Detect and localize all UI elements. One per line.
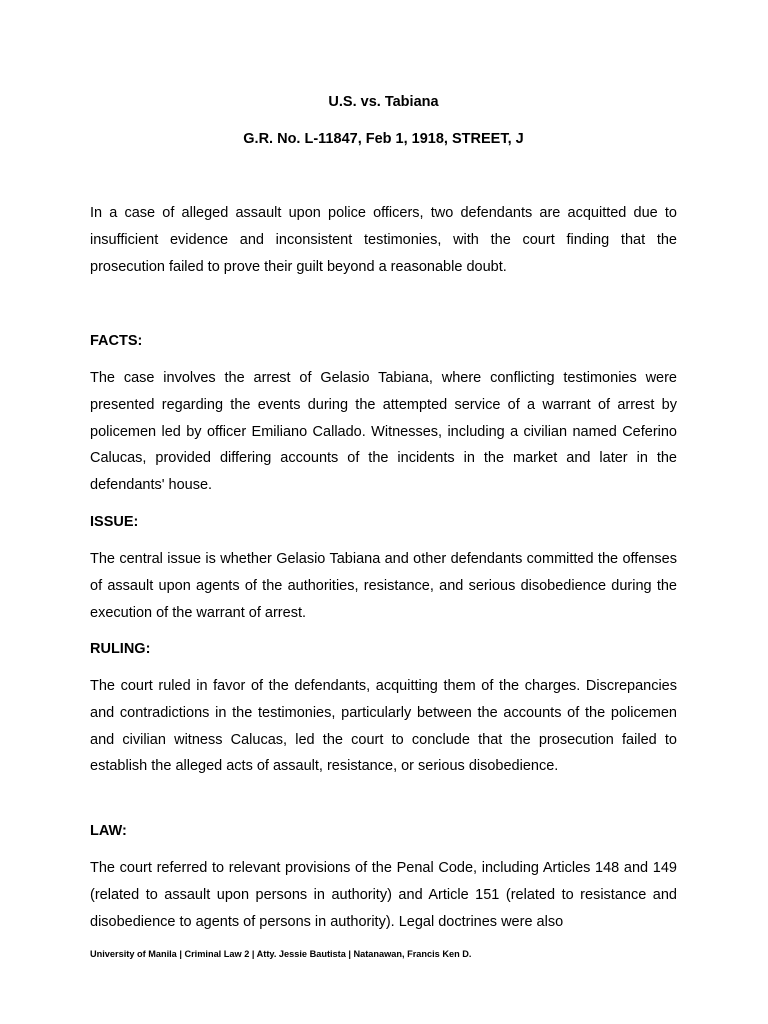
case-title: U.S. vs. Tabiana xyxy=(328,94,439,110)
law-body: The court referred to relevant provisions of the Penal Code, including Articles 148 and 149 (related to assault upon persons in authority) and Article 151 (related to resistance and disobedience to agents of persons in authority). Legal doctrines were also xyxy=(90,860,677,930)
document-page xyxy=(90,0,677,1024)
facts-heading: FACTS: xyxy=(90,333,143,349)
case-summary: In a case of alleged assault upon police officers, two defendants are acquitted due to insufficient evidence and inconsistent testimonies, with the court finding that the prosecution failed to prove their guilt beyond a reasonable doubt. xyxy=(90,205,677,275)
law-heading: LAW: xyxy=(90,823,127,839)
ruling-body: The court ruled in favor of the defendants, acquitting them of the charges. Discrepancies and contradictions in the testimonies, particularly between the accounts of the policemen and civilian witness Calucas, led the court to conclude that the prosecution failed to establish the alleged acts of assault, resistance, or serious disobedience. xyxy=(90,678,677,775)
ruling-heading: RULING: xyxy=(90,641,151,657)
issue-body: The central issue is whether Gelasio Tabiana and other defendants committed the offenses of assault upon agents of the authorities, resistance, and serious disobedience during the execution of the warrant of arrest. xyxy=(90,551,677,621)
case-citation: G.R. No. L-11847, Feb 1, 1918, STREET, J xyxy=(243,131,524,147)
page-footer: University of Manila | Criminal Law 2 | Atty. Jessie Bautista | Natanawan, Francis Ken D. xyxy=(90,949,472,959)
issue-heading: ISSUE: xyxy=(90,514,139,530)
facts-body: The case involves the arrest of Gelasio Tabiana, where conflicting testimonies were presented regarding the events during the attempted service of a warrant of arrest by policemen led by officer Emiliano Callado. Witnesses, including a civilian named Ceferino Calucas, provided differing accounts of the incidents in the market and later in the defendants' house. xyxy=(90,370,677,494)
